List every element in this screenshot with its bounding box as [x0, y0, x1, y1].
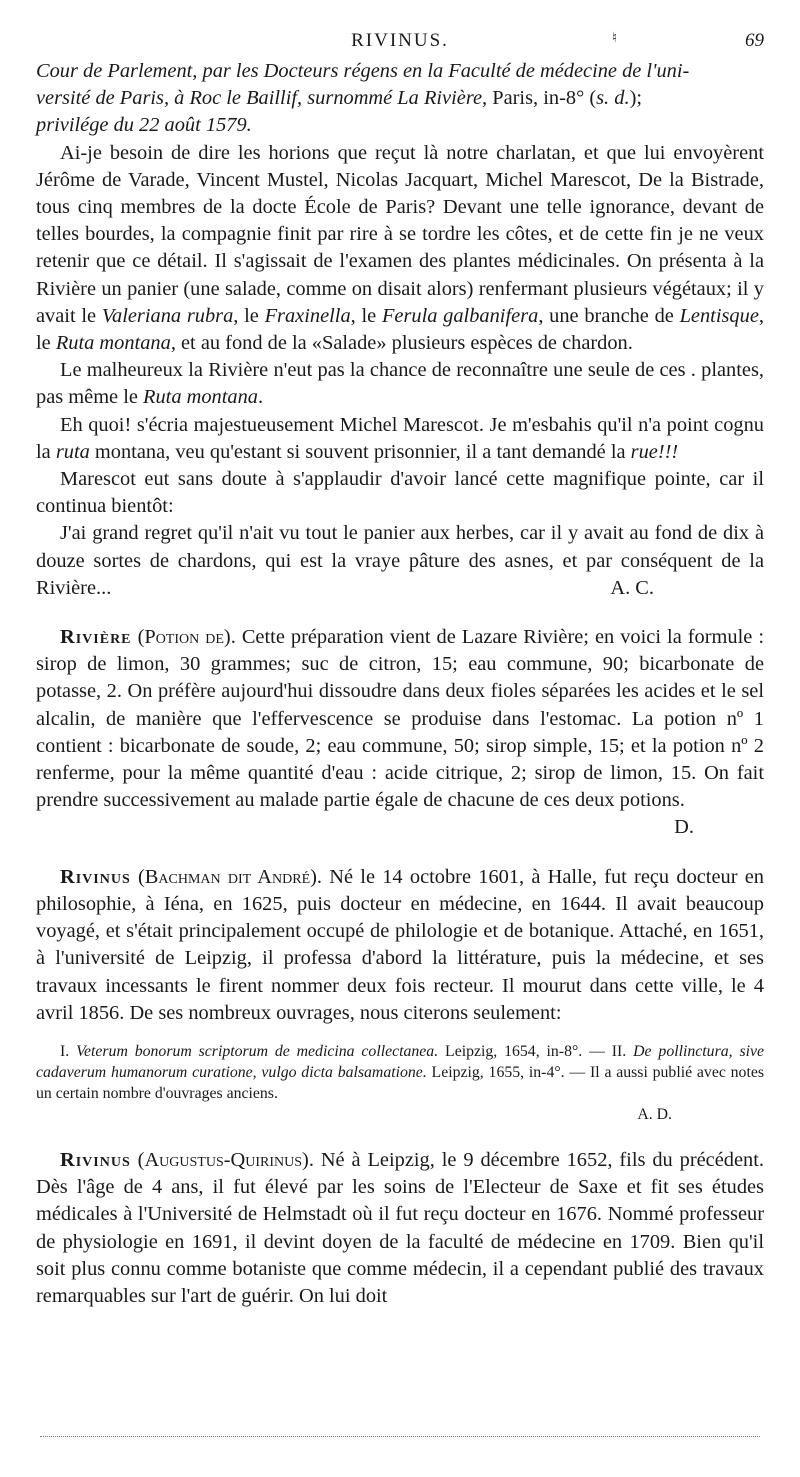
citation-sd: s. d.: [596, 87, 630, 110]
paragraph-regret: [36, 520, 764, 602]
bibliography: [36, 1041, 764, 1125]
plant-name: Ruta montana: [143, 386, 258, 409]
plant-name: Ferula galbanifera: [381, 304, 539, 327]
paragraph-marescot: Marescot eut sans doute à s'applaudir d'avoir lancé cette magnifique pointe, car il continua bientôt:: [36, 468, 764, 518]
entry-text: Cette préparation vient de Lazare Rivière; en voici la formule : sirop de limon, 30 grammes; suc de citron, 15; eau commune, 90; bicarbonate de potasse, 2. On préfère aujourd'hui dissoudre dans deux fioles séparées les acides et le sel alcalin, de manière que l'effervescence se produise dans l'estomac. La potion nº 1 contient : bicarbonate de soude, 2; eau commune, 50; sirop simple, 15; et la potion nº 2 renferme, pour la même quantité d'eau : acide citrique, 2; sirop de limon, 15. On fait prendre successivement au malade partie égale de chacune de ces deux potions.: [36, 626, 764, 812]
running-title: RIVINUS.: [351, 30, 449, 51]
text: J'ai grand regret qu'il n'ait vu tout le panier aux herbes, car il y avait au fond de dix à douze sortes de chardons, qui est la vraye pâture des asnes, et par conséquent de la Rivière...: [36, 522, 764, 599]
entry-rivinus-bachman: [36, 864, 764, 1027]
pun-word: rue!!!: [630, 440, 679, 463]
entry-rivinus-augustus: [36, 1147, 764, 1310]
author-signature: A. D.: [637, 1105, 672, 1123]
work-title: De pollinctura, sive cadaverum humanorum curatione, vulgo dicta balsamatione.: [36, 1042, 764, 1081]
entry-text: Né le 14 octobre 1601, à Halle, fut reçu docteur en philosophie, à Iéna, en 1625, puis docteur en médecine, en 1644. Il avait beaucoup voyagé, et s'était principalement occupé de philologie et de botanique. Attaché, en 1651, à l'université de Leipzig, il professa d'abord la littérature, puis la médecine, et ses travaux incessants le firent nommer deux fois recteur. Il mourut dans cette ville, le 4 avril 1856. De ses nombreux ouvrages, nous citerons seulement:: [36, 865, 764, 1024]
text: , et au fond de la «Salade» plusieurs espèces de chardon.: [170, 332, 633, 355]
entry-subtitle: (Bachman dit André).: [138, 865, 323, 888]
running-header: [36, 24, 764, 58]
author-signature: A. C.: [610, 576, 654, 599]
page-number: 69: [745, 30, 764, 51]
paragraph-eh-quoi: [36, 412, 764, 466]
text: Ai-je besoin de dire les horions que reçut là notre charlatan, et que lui envoyèrent Jérôme de Varade, Vincent Mustel, Nicolas Jacquart, Michel Marescot, De la Bistrade, tous cinq membres de la docte École de Paris? Devant une telle ignorance, devant de telles bourdes, la compagnie finit par rire à se tordre les côtes, et de cette fin je ne veux retenir que ce détail. Il s'agissait de l'examen des plantes médicinales. On présenta à la Rivière un panier (une salade, comme on disait alors) renfermant plusieurs végétaux; il y avait le: [36, 141, 764, 327]
printer-mark: ♮: [612, 31, 618, 46]
footer-rule: [40, 1436, 760, 1437]
paragraph-malheureux: [36, 357, 764, 411]
plant-name: Fraxinella: [264, 304, 351, 327]
text: montana, veu qu'estant si souvent prisonnier, il a tant demandé la: [89, 440, 631, 463]
paragraph-horions: [36, 140, 764, 358]
citation-line-2: [36, 85, 764, 112]
entry-headword: Rivière: [60, 626, 132, 649]
entry-headword: Rivinus: [60, 865, 131, 888]
citation-line-3: privilége du 22 août 1579.: [36, 114, 252, 137]
citation-close: );: [629, 87, 643, 110]
text: Leipzig, 1654, in-8°. — II.: [438, 1042, 634, 1060]
text: Le malheureux la Rivière n'eut pas la chance de reconnaître une seule de ces . plantes, pas même le: [36, 359, 764, 409]
text: , une branche de: [538, 304, 680, 327]
entry-text: Né à Leipzig, le 9 décembre 1652, fils du précédent. Dès l'âge de 4 ans, il fut élevé par les soins de l'Electeur de Saxe et fit ses études médicales à l'Université de Helmstadt où il fut reçu docteur en 1676. Nommé professeur de physiologie en 1691, il devint doyen de la faculté de médecine en 1709. Bien qu'il soit plus connu comme botaniste que comme médecin, il a cependant publié des travaux remarquables sur l'art de guérir. On lui doit: [36, 1148, 764, 1307]
entry-riviere-potion: [36, 624, 764, 839]
citation-continuation: [36, 58, 764, 140]
bibliography-list: [36, 1041, 764, 1104]
text: , le: [233, 304, 265, 327]
text: Eh quoi! s'écria majestueusement Michel Marescot. Je m'esbahis qu'il n'a point cognu la: [36, 413, 764, 463]
text: Leipzig, 1655, in-4°. — Il a aussi publié avec notes un certain nombre d'ouvrages anciens.: [36, 1063, 764, 1102]
plant-name: Valeriana rubra: [101, 304, 234, 327]
citation-place: Paris, in-8° (: [487, 87, 597, 110]
entry-subtitle: (Potion de).: [137, 626, 236, 649]
text: , le: [350, 304, 382, 327]
text: .: [258, 386, 264, 409]
author-signature: D.: [674, 816, 694, 839]
citation-line-1: Cour de Parlement, par les Docteurs régens en la Faculté de médecine de l'uni-: [36, 60, 690, 82]
work-title: Veterum bonorum scriptorum de medicina collectanea.: [76, 1042, 439, 1060]
plant-name: Ruta montana: [55, 332, 171, 355]
text: I.: [60, 1042, 77, 1060]
citation-title-end: versité de Paris, à Roc le Baillif, surnommé La Rivière,: [36, 87, 488, 110]
text: , le: [36, 304, 764, 355]
plant-name: ruta: [55, 440, 90, 463]
entry-headword: Rivinus: [60, 1148, 131, 1171]
plant-name: Lentisque: [679, 304, 759, 327]
entry-subtitle: (Augustus-Quirinus).: [137, 1148, 314, 1171]
